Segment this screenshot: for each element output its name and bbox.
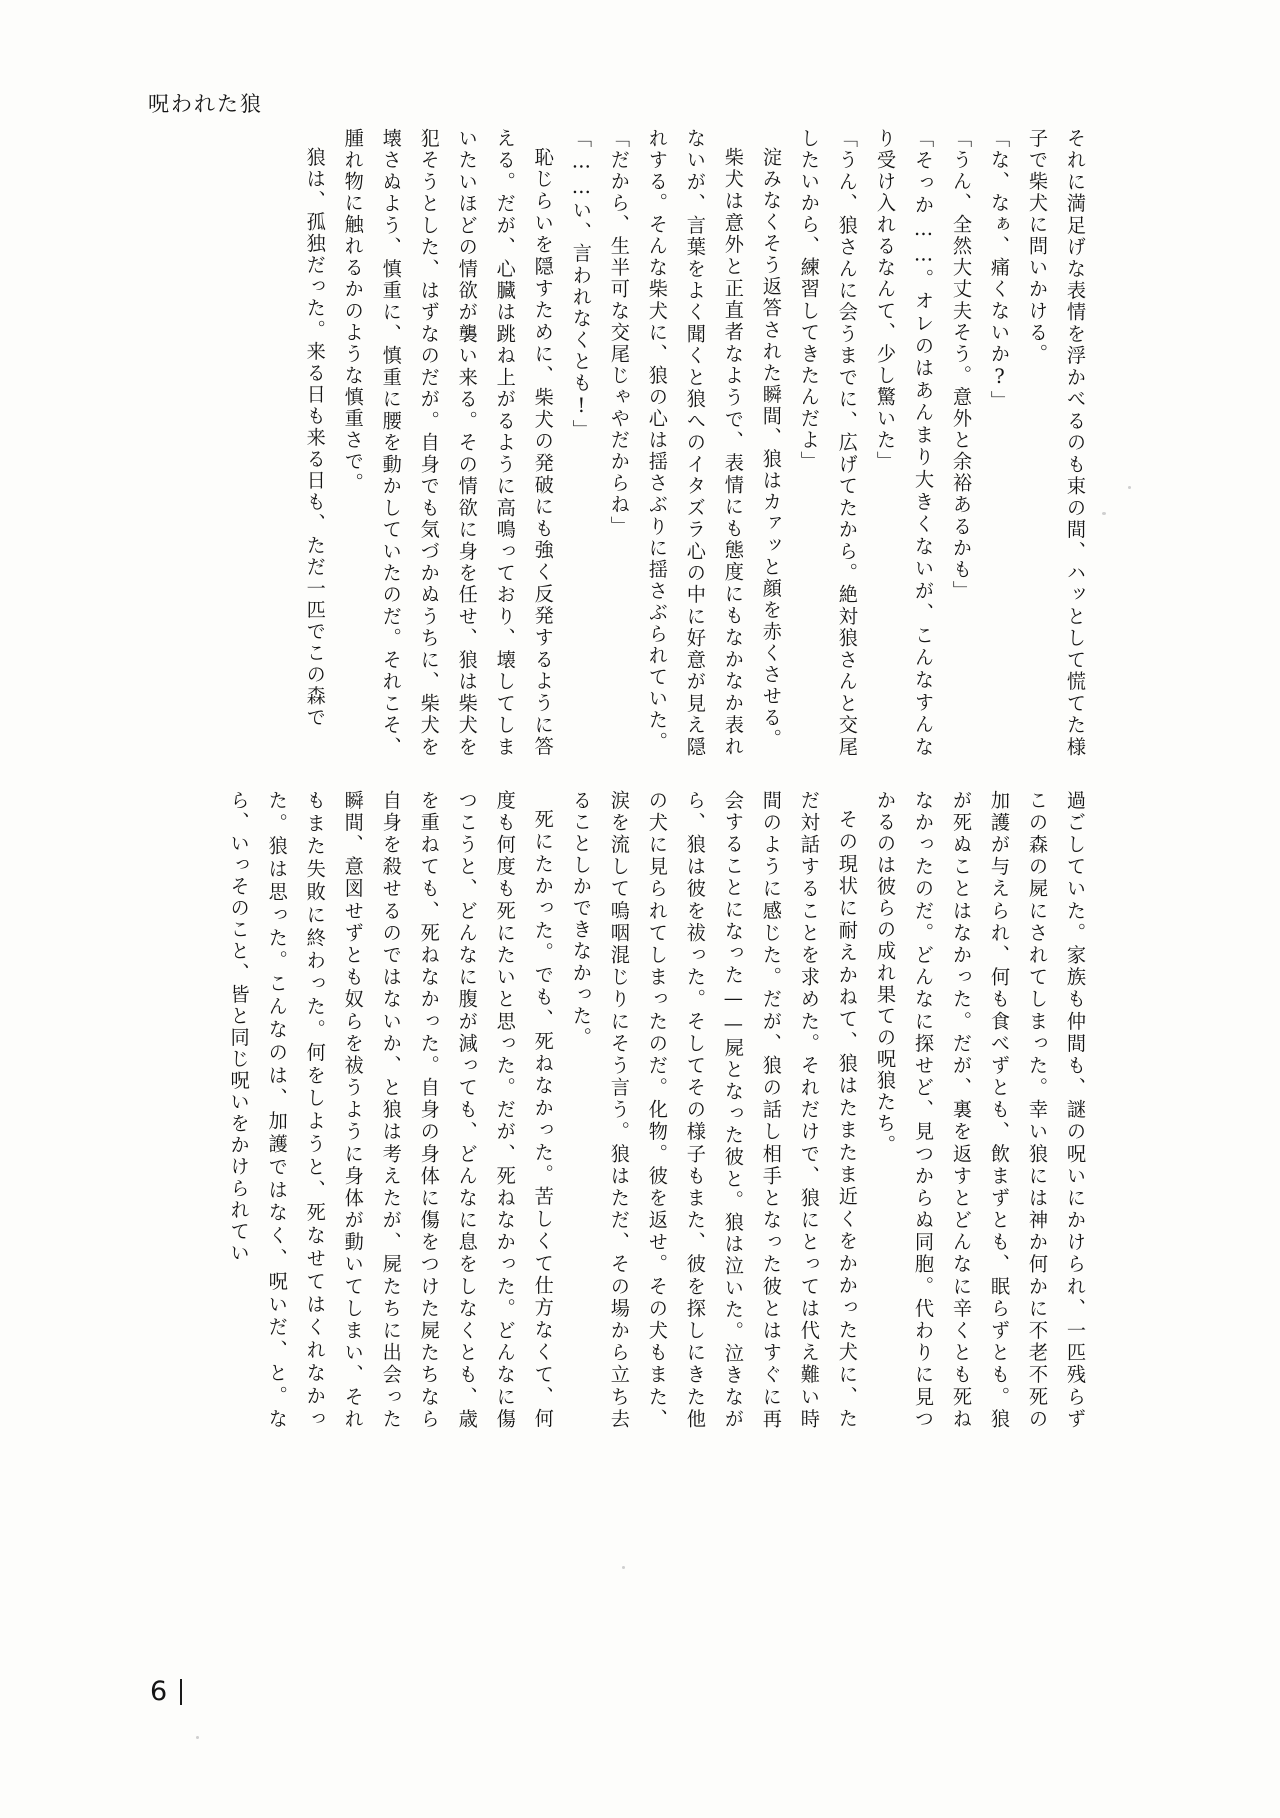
paragraph: 「だから、生半可な交尾じゃやだからね」 — [607, 128, 631, 538]
paragraph: 柴犬は意外と正直者なようで、表情にも態度にもなかなか表れないが、言葉をよく聞くと狼へのイタズラ心の中に好意が見え隠れする。そんな柴犬に、狼の心は揺さぶりに揺さぶられていた。 — [645, 128, 745, 758]
paragraph: 「……い、言われなくとも!」 — [569, 128, 593, 442]
paragraph: それに満足げな表情を浮かべるのも束の間、ハッとして慌てた様子で柴犬に問いかける。 — [1025, 128, 1087, 758]
scan-speck — [1102, 512, 1106, 515]
running-head: 呪われた狼 — [148, 92, 263, 116]
scan-speck — [622, 1566, 625, 1569]
page-number: 6 — [150, 1676, 168, 1707]
paragraph: 恥じらいを隠すために、柴犬の発破にも強く反発するように答える。だが、心臓は跳ね上がるように高鳴っており、壊してしまいたいほどの情欲が襲い来る。その情欲に身を任せ、狼は柴犬を犯そうとした、はずなのだが。自身でも気づかぬうちに、柴犬を壊さぬよう、慎重に、慎重に腰を動かしていたのだ。それこそ、腫れ物に触れるかのような慎重さで。 — [341, 128, 555, 758]
paragraph: 「うん、狼さんに会うまでに、広げてたから。絶対狼さんと交尾したいから、練習してきたんだよ」 — [797, 128, 859, 758]
paragraph: 死にたかった。でも、死ねなかった。苦しくて仕方なくて、何度も何度も死にたいと思った。だが、死ねなかった。どんなに傷つこうと、どんなに腹が減っても、どんなに息をしなくとも、歳を重ねても、死ねなかった。自身の身体に傷をつけた屍たちなら自身を殺せるのではないか、と狼は考えたが、屍たちに出会った瞬間、意図せずとも奴らを祓うように身体が動いてしまい、それもまた失敗に終わった。何をしようと、死なせてはくれなかった。狼は思った。こんなのは、加護ではなく、呪いだ、と。なら、いっそのこと、皆と同じ呪いをかけられてい — [227, 790, 555, 1430]
folio — [150, 1678, 182, 1705]
body-text-block-bottom — [214, 790, 1094, 1430]
paragraph: 「な、なぁ、痛くないか?」 — [987, 128, 1011, 412]
paragraph: 「うん、全然大丈夫そう。意外と余裕あるかも」 — [949, 128, 973, 603]
body-text-block-top — [214, 128, 1094, 758]
scan-speck — [1128, 486, 1131, 489]
paragraph: その現状に耐えかねて、狼はたまたま近くをかかった犬に、ただ対話することを求めた。それだけで、狼にとっては代え難い時間のように感じた。だが、狼の話し相手となった彼とはすぐに再会することになった——屍となった彼と。狼は泣いた。泣きながら、狼は彼を祓った。そしてその様子もまた、彼を探しにきた他の犬に見られてしまったのだ。化物。彼を返せ。その犬もまた、涙を流して嗚咽混じりにそう言う。狼はただ、その場から立ち去ることしかできなかった。 — [569, 790, 859, 1430]
paragraph: 過ごしていた。家族も仲間も、謎の呪いにかけられ、一匹残らずこの森の屍にされてしまった。幸い狼には神か何かに不老不死の加護が与えられ、何も食べずとも、飲まずとも、眠らずとも。狼が死ぬことはなかった。だが、裏を返すとどんなに辛くとも死ねなかったのだ。どんなに探せど、見つからぬ同胞。代わりに見つかるのは彼らの成れ果ての呪狼たち。 — [873, 790, 1087, 1430]
scan-speck — [196, 1736, 199, 1739]
paragraph: 「そっか……。オレのはあんまり大きくないが、こんなすんなり受け入れるなんて、少し驚いた」 — [873, 128, 935, 758]
paragraph: 狼は、孤独だった。来る日も来る日も、ただ一匹でこの森で — [303, 147, 327, 730]
folio-rule-icon — [180, 1679, 182, 1705]
paragraph: 淀みなくそう返答された瞬間、狼はカァッと顔を赤くさせる。 — [759, 147, 783, 751]
